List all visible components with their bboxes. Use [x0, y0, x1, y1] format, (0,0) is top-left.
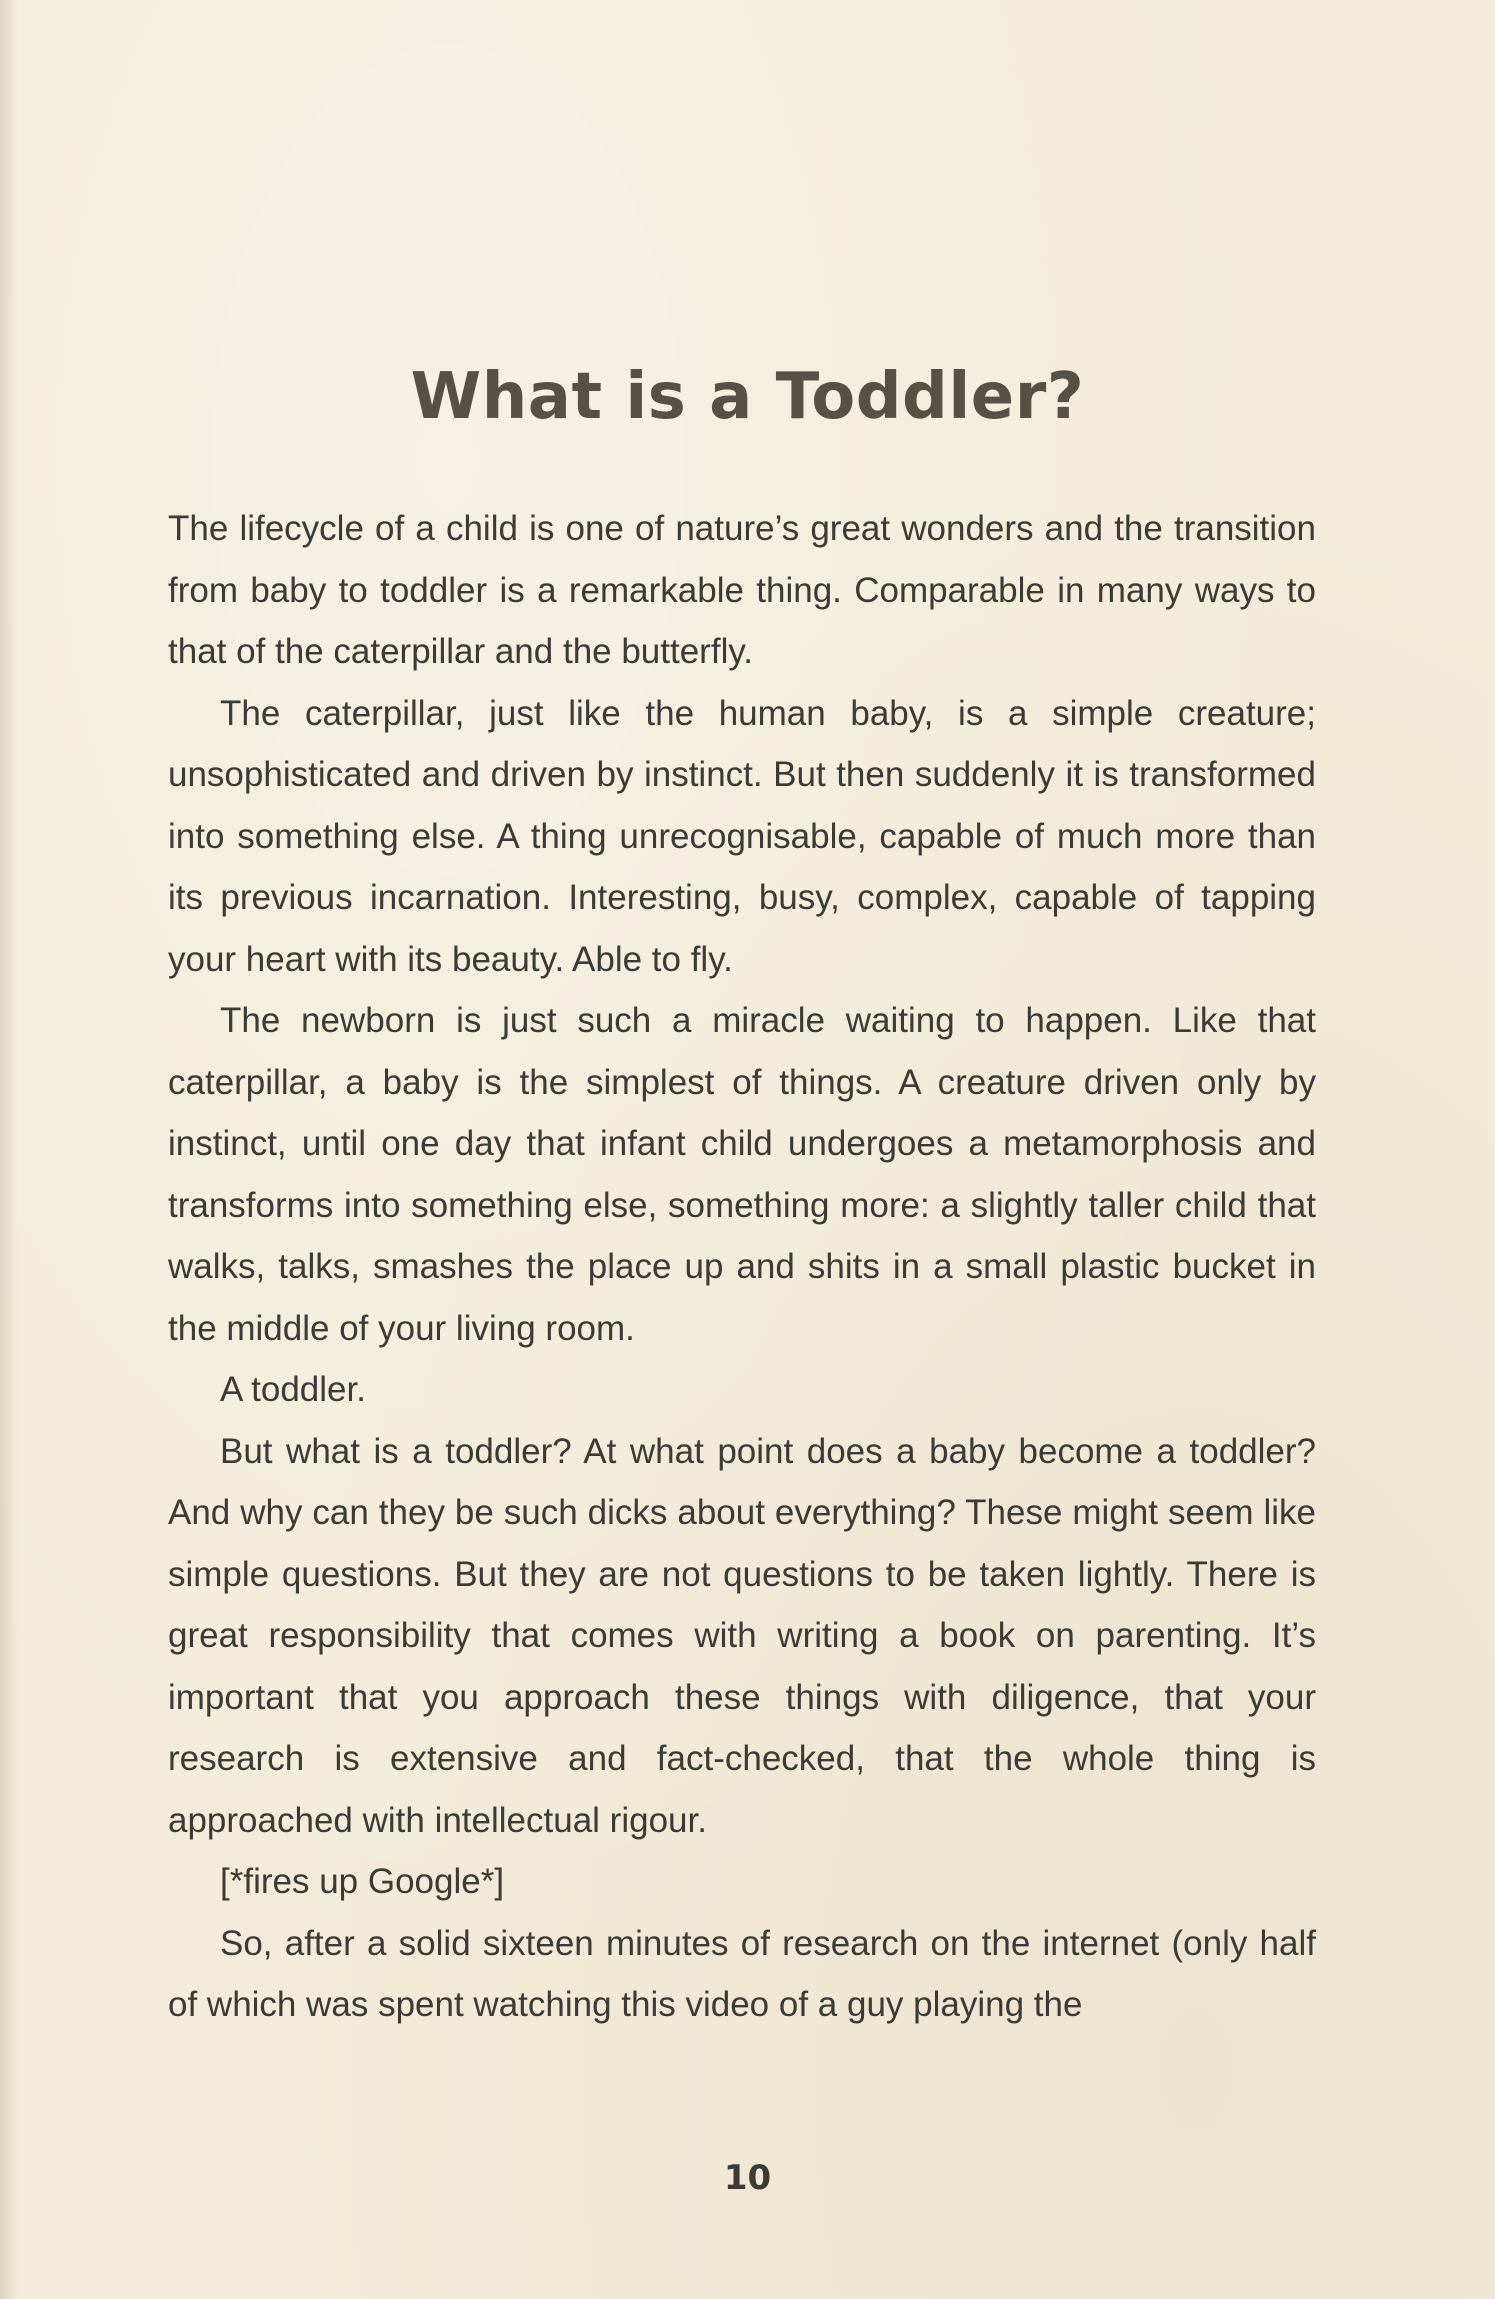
paragraph: The lifecycle of a child is one of nature’s great wonders and the transition from baby to toddler is a remarkable thing. Comparable in many ways to that of the caterpillar and the butterfly.	[168, 509, 1316, 671]
chapter-title: What is a Toddler?	[410, 360, 1085, 434]
spine-shadow	[0, 0, 18, 2299]
paragraph: The caterpillar, just like the human baby, is a simple creature; unsophisticated and driven by instinct. But then suddenly it is transformed into something else. A thing unrecognisable, capable of much more than its previous incarnation. Interesting, busy, complex, capable of tapping your heart with its beauty. Able to fly.	[168, 693, 1316, 979]
paragraph: A toddler.	[220, 1370, 366, 1409]
page-number: 10	[723, 2158, 772, 2198]
paragraph: But what is a toddler? At what point does a baby become a toddler? And why can they be such dicks about everything? These might seem like simple questions. But they are not questions to be taken lightly. There is great responsibility that comes with writing a book on parenting. It’s important that you approach these things with diligence, that your research is extensive and fact-checked, that the whole thing is approached with intellectual rigour.	[168, 1431, 1316, 1840]
paragraph: [*fires up Google*]	[220, 1862, 505, 1901]
paragraph: The newborn is just such a miracle waiting to happen. Like that caterpillar, a baby is the simplest of things. A creature driven only by instinct, until one day that infant child undergoes a metamorphosis and transforms into something else, something more: a slightly taller child that walks, talks, smashes the place up and shits in a small plastic bucket in the middle of your living room.	[168, 1001, 1316, 1348]
body-text	[168, 498, 1316, 2036]
paragraph: So, after a solid sixteen minutes of research on the internet (only half of which was spent watching this video of a guy playing the	[168, 1923, 1316, 2024]
